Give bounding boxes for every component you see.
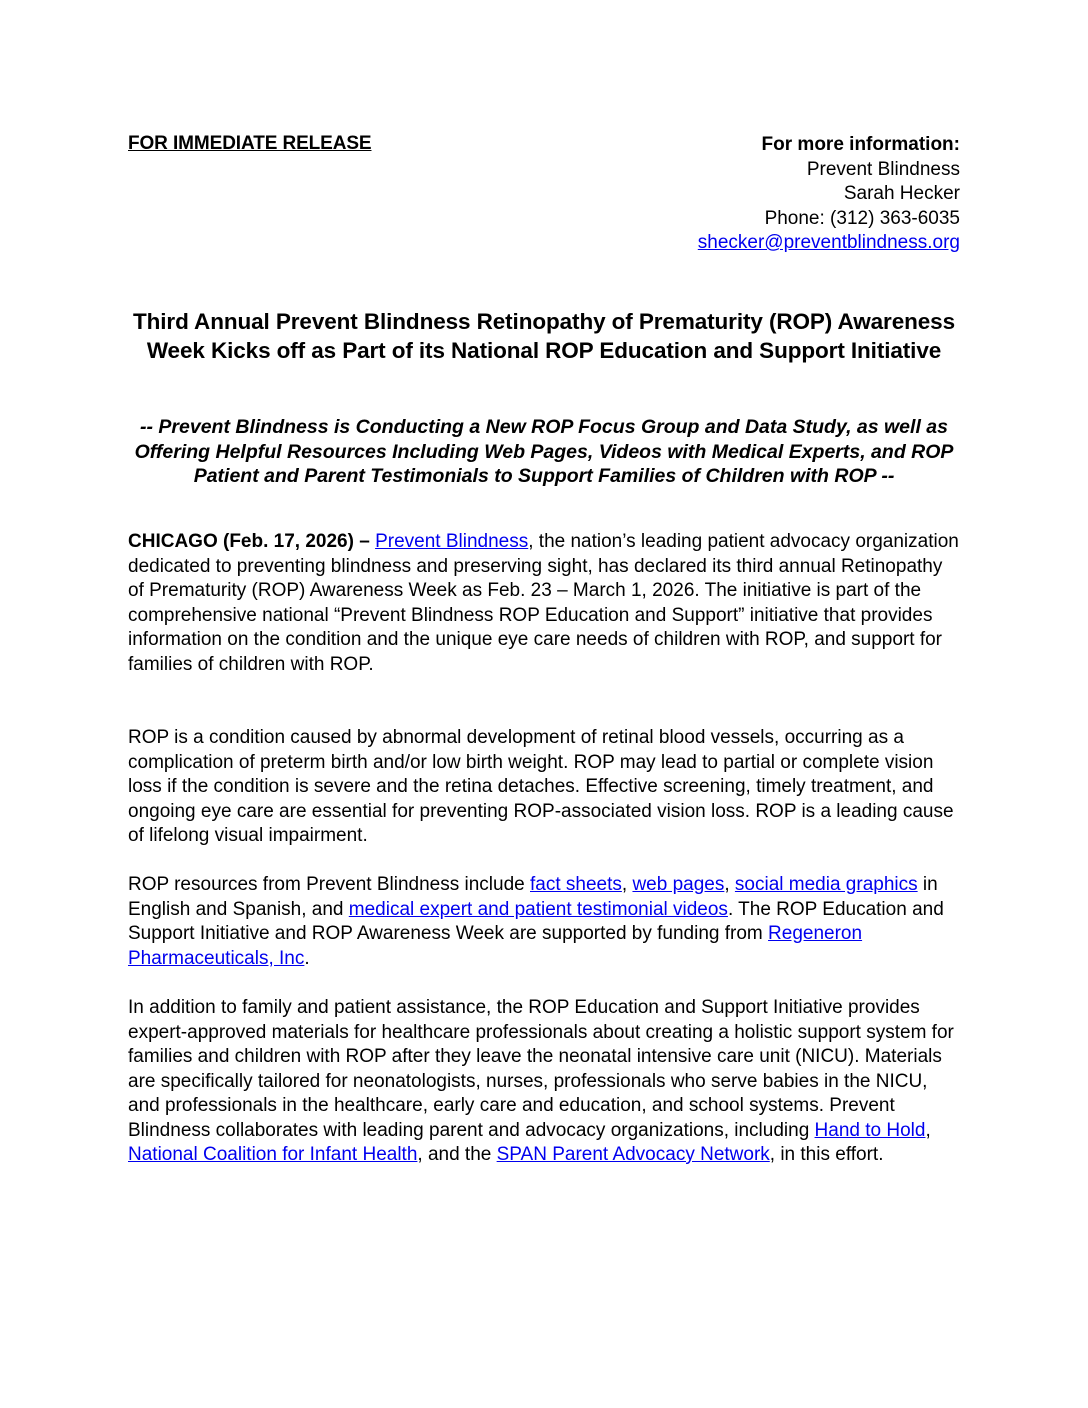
paragraph-text: , the nation’s leading patient advocacy organization dedicated to preventing blindness and preserving sight, has declared its third annual Retinopathy of Prematurity (ROP) Awareness Week as Feb. 23 – March 1, 2026. The initiative is part of the comprehensive national “Prevent Blindness ROP Education and Support” initiative that provides information on the condition and the unique eye care needs of children with ROP, and support for families of children with ROP. <box>128 531 959 675</box>
body-paragraph <box>128 873 960 971</box>
body-paragraph <box>128 726 960 849</box>
contact-block <box>698 133 960 256</box>
contact-organization: Prevent Blindness <box>806 158 960 180</box>
paragraph-text: , <box>724 874 735 895</box>
paragraph-text: , <box>925 1119 931 1141</box>
inline-link[interactable]: Regeneron Pharmaceuticals, Inc <box>128 923 863 969</box>
contact-label: For more information: <box>761 134 960 155</box>
contact-email-link[interactable]: shecker@preventblindness.org <box>697 232 960 253</box>
paragraph-text: in English and Spanish, and <box>128 874 938 920</box>
header <box>128 133 960 263</box>
inline-link[interactable]: National Coalition for Infant Health <box>128 1144 418 1165</box>
paragraph-text: . The ROP Education and Support Initiative and ROP Awareness Week are supported by funding from <box>128 898 944 944</box>
dateline: CHICAGO (Feb. 17, 2026) – <box>128 531 376 552</box>
paragraph-text: , and the <box>417 1144 497 1165</box>
inline-link[interactable]: Hand to Hold <box>814 1119 926 1141</box>
inline-link[interactable]: SPAN Parent Advocacy Network <box>496 1144 770 1165</box>
headline: Third Annual Prevent Blindness Retinopathy of Prematurity (ROP) Awareness Week Kicks off as Part of its National ROP Education and Support Initiative <box>132 309 956 363</box>
release-label: FOR IMMEDIATE RELEASE <box>128 133 372 154</box>
contact-name: Sarah Hecker <box>843 183 960 204</box>
body-paragraph <box>128 530 960 677</box>
paragraph-text: In addition to family and patient assistance, the ROP Education and Support Initiative provides expert-approved materials for healthcare professionals about creating a holistic support system for families and children with ROP after they leave the neonatal intensive care unit (NICU). Materials are specifically tailored for neonatologists, nurses, professionals who serve babies in the NICU, and professionals in the healthcare, early care and education, and school systems. Prevent Blindness collaborates with leading parent and advocacy organizations, including <box>128 997 954 1141</box>
inline-link[interactable]: social media graphics <box>734 874 918 895</box>
paragraph-text: , <box>621 874 633 895</box>
contact-phone: Phone: (312) 363-6035 <box>764 207 960 229</box>
body-paragraph <box>128 996 960 1168</box>
paragraph-text: . <box>304 947 310 969</box>
inline-link[interactable]: web pages <box>632 874 725 895</box>
inline-link[interactable]: fact sheets <box>530 874 622 895</box>
paragraph-text: ROP resources from Prevent Blindness include <box>128 874 530 895</box>
subheadline: -- Prevent Blindness is Conducting a New ROP Focus Group and Data Study, as well as Offering Helpful Resources Including Web Pages, Videos with Medical Experts, and ROP Patient and Parent Testimonials to Support Families of Children with ROP -- <box>134 416 954 487</box>
inline-link[interactable]: medical expert and patient testimonial videos <box>348 898 728 920</box>
paragraph-text: , in this effort. <box>769 1144 884 1165</box>
inline-link[interactable]: Prevent Blindness <box>375 531 529 552</box>
paragraph-text: ROP is a condition caused by abnormal development of retinal blood vessels, occurring as a complication of preterm birth and/or low birth weight. ROP may lead to partial or complete vision loss if the condition is severe and the retina detaches. Effective screening, timely treatment, and ongoing eye care are essential for preventing ROP-associated vision loss. ROP is a leading cause of lifelong visual impairment. <box>128 727 954 846</box>
